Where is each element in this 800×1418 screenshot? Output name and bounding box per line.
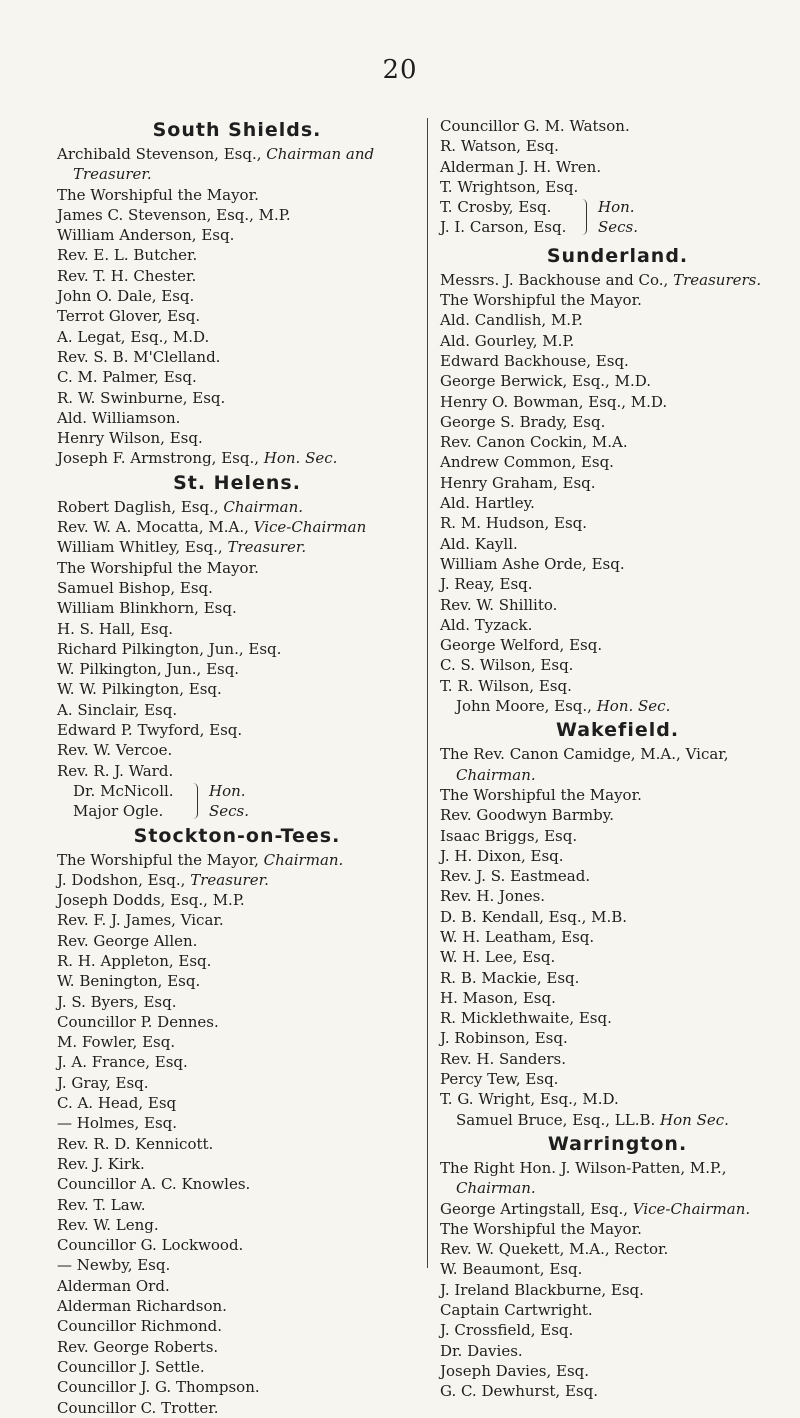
list-item: J. Gray, Esq. [57, 1073, 149, 1092]
brace-mark [193, 783, 198, 819]
list-item: Treasurer. [73, 165, 152, 184]
list-item: Samuel Bruce, Esq., LL.B. Hon Sec. [456, 1110, 729, 1129]
list-item: William Blinkhorn, Esq. [57, 599, 237, 618]
list-item: George S. Brady, Esq. [440, 412, 606, 431]
heading-wakefield: Wakefield. [555, 719, 680, 742]
list-item: J. S. Byers, Esq. [57, 992, 177, 1011]
list-item: J. Ireland Blackburne, Esq. [440, 1280, 644, 1299]
list-item: Ald. Williamson. [57, 408, 181, 427]
list-item: John O. Dale, Esq. [57, 287, 195, 306]
list-item: J. I. Carson, Esq. [440, 218, 567, 237]
list-item: Henry Wilson, Esq. [57, 429, 203, 448]
list-item: T. G. Wright, Esq., M.D. [440, 1090, 619, 1109]
list-item: Isaac Briggs, Esq. [440, 826, 578, 845]
list-item: W. H. Leatham, Esq. [440, 927, 595, 946]
list-item: Rev. W. Quekett, M.A., Rector. [440, 1240, 669, 1259]
list-item: George Welford, Esq. [440, 636, 603, 655]
list-item: Rev. J. S. Eastmead. [440, 867, 591, 886]
list-item: Andrew Common, Esq. [440, 453, 614, 472]
right-column [440, 112, 795, 1402]
list-item: D. B. Kendall, Esq., M.B. [440, 907, 628, 926]
secs-label: Secs. [598, 218, 639, 237]
list-item: Edward P. Twyford, Esq. [57, 721, 243, 740]
list-item: The Worshipful the Mayor. [57, 558, 259, 577]
hon-label: Hon. [598, 198, 635, 217]
list-item: Robert Daglish, Esq., Chairman. [57, 497, 304, 516]
list-item: W. Benington, Esq. [57, 972, 201, 991]
list-item: Alderman Ord. [57, 1276, 170, 1295]
list-item: Messrs. J. Backhouse and Co., Treasurers. [440, 270, 762, 289]
list-item: Chairman. [456, 1179, 536, 1198]
list-item: Rev. W. Shillito. [440, 595, 558, 614]
list-item: H. S. Hall, Esq. [57, 619, 174, 638]
list-item: George Artingstall, Esq., Vice-Chairman. [440, 1199, 751, 1218]
list-item: Ald. Candlish, M.P. [440, 311, 583, 330]
list-item: The Worshipful the Mayor, Chairman. [57, 850, 344, 869]
list-item: Rev. George Roberts. [57, 1337, 219, 1356]
list-item: Councillor J. Settle. [57, 1357, 205, 1376]
page-number: 20 [382, 55, 418, 85]
list-item: Terrot Glover, Esq. [57, 307, 201, 326]
list-item: Percy Tew, Esq. [440, 1070, 559, 1089]
list-item: Rev. George Allen. [57, 931, 198, 950]
heading-warrington: Warrington. [547, 1132, 688, 1155]
list-item: C. S. Wilson, Esq. [440, 656, 574, 675]
list-item: Rev. H. Jones. [440, 887, 546, 906]
list-item: R. Micklethwaite, Esq. [440, 1009, 612, 1028]
list-item: R. H. Appleton, Esq. [57, 951, 212, 970]
list-item: — Holmes, Esq. [57, 1114, 178, 1133]
list-item: R. M. Hudson, Esq. [440, 514, 588, 533]
list-item: Rev. F. J. James, Vicar. [57, 911, 224, 930]
heading-st-helens: St. Helens. [173, 471, 301, 494]
list-item: Joseph F. Armstrong, Esq., Hon. Sec. [57, 449, 338, 468]
list-item: Joseph Davies, Esq. [440, 1361, 590, 1380]
list-item: Chairman. [456, 765, 536, 784]
list-item: J. Crossfield, Esq. [440, 1321, 574, 1340]
list-item: Councillor J. G. Thompson. [57, 1378, 260, 1397]
list-item: Councillor G. M. Watson. [440, 117, 630, 135]
list-item: R. W. Swinburne, Esq. [57, 388, 226, 407]
list-item: W. Pilkington, Jun., Esq. [57, 660, 240, 679]
list-item: Alderman Richardson. [57, 1297, 227, 1316]
list-item: Ald. Tyzack. [440, 615, 533, 634]
list-item: Major Ogle. [73, 802, 164, 821]
list-item: Dr. McNicoll. [73, 781, 174, 800]
list-item: Councillor C. Trotter. [57, 1398, 219, 1417]
left-column [57, 112, 417, 1418]
list-item: R. B. Mackie, Esq. [440, 968, 580, 987]
list-item: William Whitley, Esq., Treasurer. [57, 538, 307, 557]
list-item: Rev. S. B. M'Clelland. [57, 347, 221, 366]
list-item: Rev. W. Leng. [57, 1215, 159, 1234]
list-item: W. Beaumont, Esq. [440, 1260, 583, 1279]
list-item: Rev. R. J. Ward. [57, 761, 174, 780]
heading-south-shields: South Shields. [152, 119, 322, 141]
brace-mark [582, 199, 587, 235]
list-item: Edward Backhouse, Esq. [440, 351, 629, 370]
list-item: M. Fowler, Esq. [57, 1033, 176, 1052]
list-item: C. M. Palmer, Esq. [57, 368, 197, 387]
list-item: R. Watson, Esq. [440, 137, 559, 156]
list-item: Rev. H. Sanders. [440, 1049, 567, 1068]
list-item: Councillor Richmond. [57, 1317, 223, 1336]
list-item: George Berwick, Esq., M.D. [440, 372, 651, 391]
list-item: The Worshipful the Mayor. [440, 785, 642, 804]
list-item: — Newby, Esq. [57, 1256, 171, 1275]
list-item: W. H. Lee, Esq. [440, 948, 556, 967]
list-item: John Moore, Esq., Hon. Sec. [456, 697, 671, 716]
list-item: The Worshipful the Mayor. [440, 291, 642, 310]
list-item: Dr. Davies. [440, 1341, 523, 1360]
list-item: Rev. E. L. Butcher. [57, 246, 198, 265]
list-item: The Right Hon. J. Wilson-Patten, M.P., [440, 1158, 727, 1177]
list-item: C. A. Head, Esq [57, 1094, 177, 1113]
list-item: William Anderson, Esq. [57, 226, 235, 245]
list-item: T. R. Wilson, Esq. [440, 676, 572, 695]
list-item: Ald. Hartley. [440, 494, 535, 513]
list-item: H. Mason, Esq. [440, 988, 556, 1007]
column-divider [427, 118, 428, 1268]
list-item: J. Reay, Esq. [440, 575, 533, 594]
list-item: Richard Pilkington, Jun., Esq. [57, 639, 282, 658]
list-item: Alderman J. H. Wren. [440, 157, 602, 176]
secs-label: Secs. [209, 802, 250, 821]
list-item: Councillor G. Lockwood. [57, 1236, 244, 1255]
list-item: Ald. Gourley, M.P. [440, 331, 575, 350]
list-item: Rev. W. Vercoe. [57, 741, 173, 760]
heading-stockton-on-tees: Stockton-on-Tees. [133, 824, 341, 847]
hon-secs-group [57, 781, 417, 822]
list-item: A. Sinclair, Esq. [57, 700, 178, 719]
list-item: A. Legat, Esq., M.D. [57, 327, 210, 346]
list-item: Rev. Goodwyn Barmby. [440, 806, 615, 825]
list-item: Archibald Stevenson, Esq., Chairman and [57, 145, 375, 163]
list-item: Councillor P. Dennes. [57, 1012, 219, 1031]
list-item: Rev. Canon Cockin, M.A. [440, 433, 628, 452]
list-item: G. C. Dewhurst, Esq. [440, 1382, 598, 1401]
list-item: Ald. Kayll. [440, 534, 518, 553]
list-item: The Rev. Canon Camidge, M.A., Vicar, [440, 745, 729, 764]
list-item: Joseph Dodds, Esq., M.P. [57, 891, 245, 910]
list-item: Rev. J. Kirk. [57, 1154, 145, 1173]
list-item: Rev. T. Law. [57, 1195, 146, 1214]
list-item: William Ashe Orde, Esq. [440, 554, 625, 573]
list-item: W. W. Pilkington, Esq. [57, 680, 222, 699]
hon-secs-group [440, 197, 795, 238]
list-item: Rev. W. A. Mocatta, M.A., Vice-Chairman [57, 518, 367, 537]
list-item: The Worshipful the Mayor. [440, 1219, 642, 1238]
list-item: Henry O. Bowman, Esq., M.D. [440, 392, 668, 411]
list-item: Rev. T. H. Chester. [57, 266, 197, 285]
list-item: J. H. Dixon, Esq. [440, 846, 564, 865]
list-item: T. Wrightson, Esq. [440, 177, 579, 196]
list-item: The Worshipful the Mayor. [57, 185, 259, 204]
list-item: T. Crosby, Esq. [440, 198, 552, 217]
list-item: Samuel Bishop, Esq. [57, 578, 213, 597]
list-item: Councillor A. C. Knowles. [57, 1175, 251, 1194]
list-item: Captain Cartwright. [440, 1301, 593, 1320]
list-item: James C. Stevenson, Esq., M.P. [57, 205, 291, 224]
hon-label: Hon. [209, 781, 246, 800]
list-item: J. Dodshon, Esq., Treasurer. [57, 870, 269, 889]
heading-sunderland: Sunderland. [546, 244, 689, 267]
list-item: Rev. R. D. Kennicott. [57, 1134, 214, 1153]
list-item: J. A. France, Esq. [57, 1053, 188, 1072]
list-item: J. Robinson, Esq. [440, 1029, 568, 1048]
list-item: Henry Graham, Esq. [440, 473, 596, 492]
